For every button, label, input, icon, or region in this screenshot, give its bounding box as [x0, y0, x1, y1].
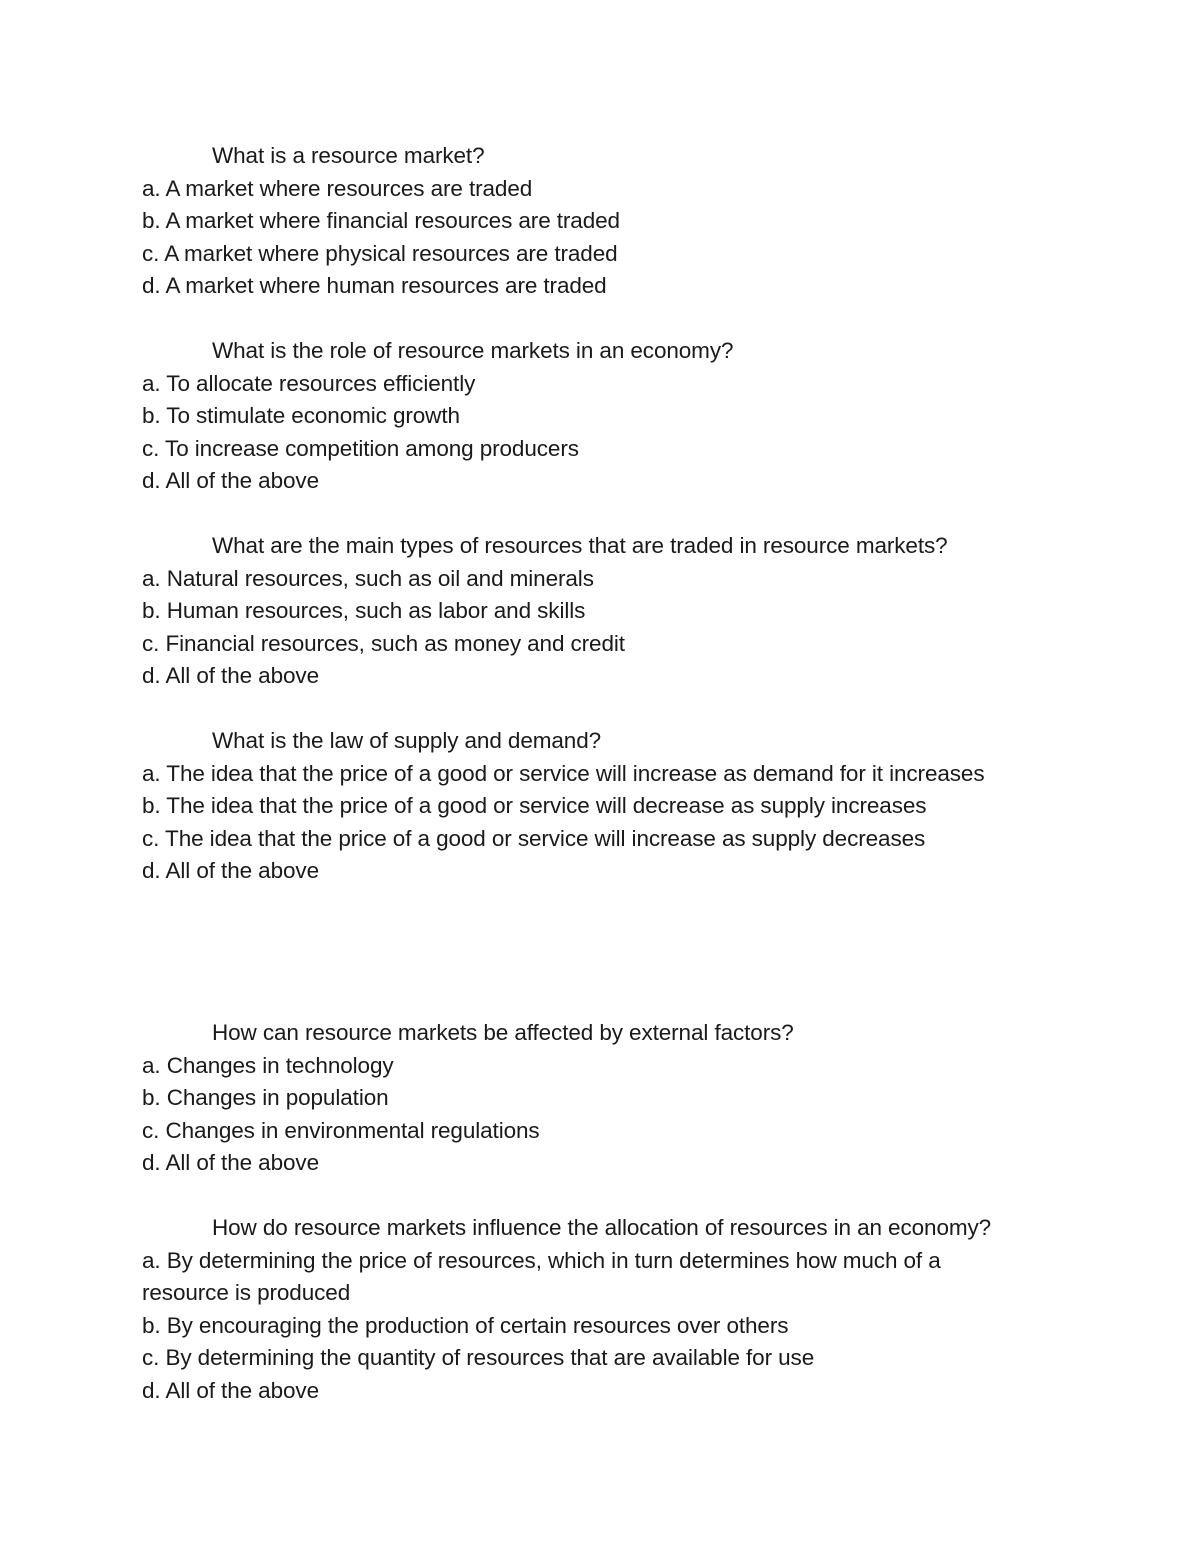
- answer-option: b. To stimulate economic growth: [142, 403, 460, 428]
- answer-option: b. A market where financial resources are traded: [142, 208, 620, 233]
- answer-option: d. All of the above: [142, 663, 319, 688]
- question-block: [142, 1212, 1062, 1407]
- answer-option: c. The idea that the price of a good or service will increase as supply decreases: [142, 825, 926, 851]
- question-text: How can resource markets be affected by external factors?: [212, 1020, 794, 1045]
- question-block: [142, 530, 1062, 693]
- answer-option: c. By determining the quantity of resources that are available for use: [142, 1345, 815, 1370]
- answer-option: a. By determining the price of resources, which in turn determines how much of a resource is produced: [142, 1247, 941, 1305]
- answer-option: a. A market where resources are traded: [142, 175, 533, 201]
- answer-option: c. Changes in environmental regulations: [142, 1117, 540, 1143]
- answer-option: c. Financial resources, such as money and credit: [142, 630, 625, 656]
- answer-option: d. All of the above: [142, 858, 319, 883]
- answer-option: c. A market where physical resources are traded: [142, 240, 618, 266]
- question-text: What is the role of resource markets in an economy?: [212, 338, 734, 363]
- answer-option: d. All of the above: [142, 468, 319, 493]
- question-text: What is a resource market?: [212, 143, 485, 168]
- question-block: [142, 140, 1062, 303]
- answer-option: a. The idea that the price of a good or service will increase as demand for it increases: [142, 760, 985, 786]
- answer-option: c. To increase competition among producers: [142, 435, 579, 461]
- answer-option: d. All of the above: [142, 1377, 319, 1403]
- question-block: [142, 1017, 1062, 1180]
- answer-option: a. Changes in technology: [142, 1052, 394, 1078]
- answer-option: d. A market where human resources are traded: [142, 273, 607, 298]
- answer-option: d. All of the above: [142, 1150, 319, 1175]
- question-block: [142, 335, 1062, 498]
- answer-option: a. Natural resources, such as oil and minerals: [142, 565, 594, 591]
- answer-option: b. By encouraging the production of certain resources over others: [142, 1312, 789, 1338]
- answer-option: a. To allocate resources efficiently: [142, 370, 476, 396]
- answer-option: b. The idea that the price of a good or service will decrease as supply increases: [142, 793, 927, 818]
- question-text: How do resource markets influence the allocation of resources in an economy?: [212, 1215, 992, 1240]
- question-block: [142, 725, 1062, 888]
- question-text: What is the law of supply and demand?: [212, 728, 602, 753]
- question-text: What are the main types of resources that are traded in resource markets?: [212, 533, 948, 558]
- answer-option: b. Human resources, such as labor and skills: [142, 598, 586, 623]
- answer-option: b. Changes in population: [142, 1085, 389, 1110]
